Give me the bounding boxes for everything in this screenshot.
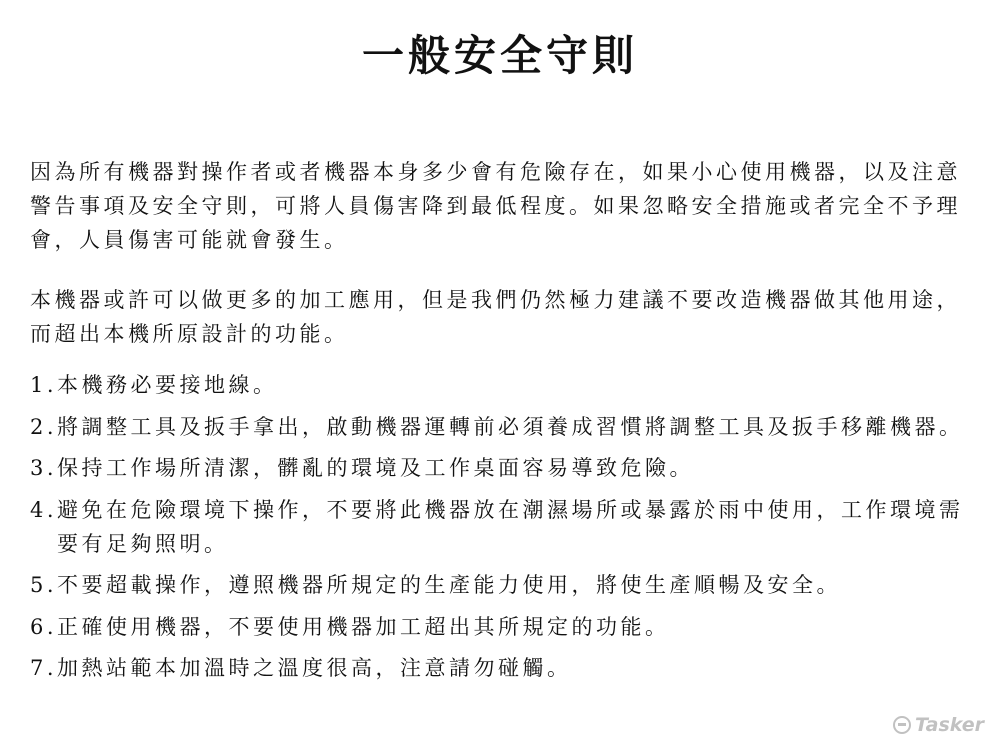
watermark-text: Tasker [914, 714, 984, 736]
recommendation-paragraph: 本機器或許可以做更多的加工應用，但是我們仍然極力建議不要改造機器做其他用途，而超出本機所原設計的功能。 [30, 288, 961, 346]
watermark [893, 714, 984, 736]
list-item [30, 451, 978, 485]
rule-number: 1. [30, 373, 58, 397]
rule-number: 4. [30, 497, 58, 522]
rule-text: 正確使用機器，不要使用機器加工超出其所規定的功能。 [57, 614, 670, 639]
rule-number: 2. [30, 414, 58, 439]
page-title: 一般安全守則 [361, 31, 638, 80]
list-item [30, 568, 978, 602]
list-item [30, 368, 978, 402]
rule-text: 將調整工具及扳手拿出，啟動機器運轉前必須養成習慣將調整工具及扳手移離機器。 [57, 414, 964, 439]
rule-text: 避免在危險環境下操作，不要將此機器放在潮濕場所或暴露於雨中使用，工作環境需要有足夠照明。 [57, 497, 964, 556]
list-item [30, 610, 978, 644]
rule-text: 保持工作場所清潔，髒亂的環境及工作桌面容易導致危險。 [57, 456, 695, 480]
list-item [30, 410, 978, 444]
tasker-logo-icon [893, 716, 911, 734]
rule-text: 加熱站範本加溫時之溫度很高，注意請勿碰觸。 [57, 656, 572, 680]
rule-text: 不要超載操作，遵照機器所規定的生產能力使用，將使生產順暢及安全。 [57, 573, 842, 597]
safety-rules-list [30, 368, 978, 693]
rule-number: 6. [30, 614, 58, 639]
rule-number: 3. [30, 456, 58, 480]
list-item [30, 493, 978, 561]
list-item [30, 651, 978, 685]
rule-text: 本機務必要接地線。 [57, 373, 278, 397]
rule-number: 7. [30, 656, 58, 680]
intro-paragraph: 因為所有機器對操作者或者機器本身多少會有危險存在，如果小心使用機器，以及注意警告事項及安全守則，可將人員傷害降到最低程度。如果忽略安全措施或者完全不予理會，人員傷害可能就會發生。 [30, 160, 961, 252]
rule-number: 5. [30, 573, 58, 597]
